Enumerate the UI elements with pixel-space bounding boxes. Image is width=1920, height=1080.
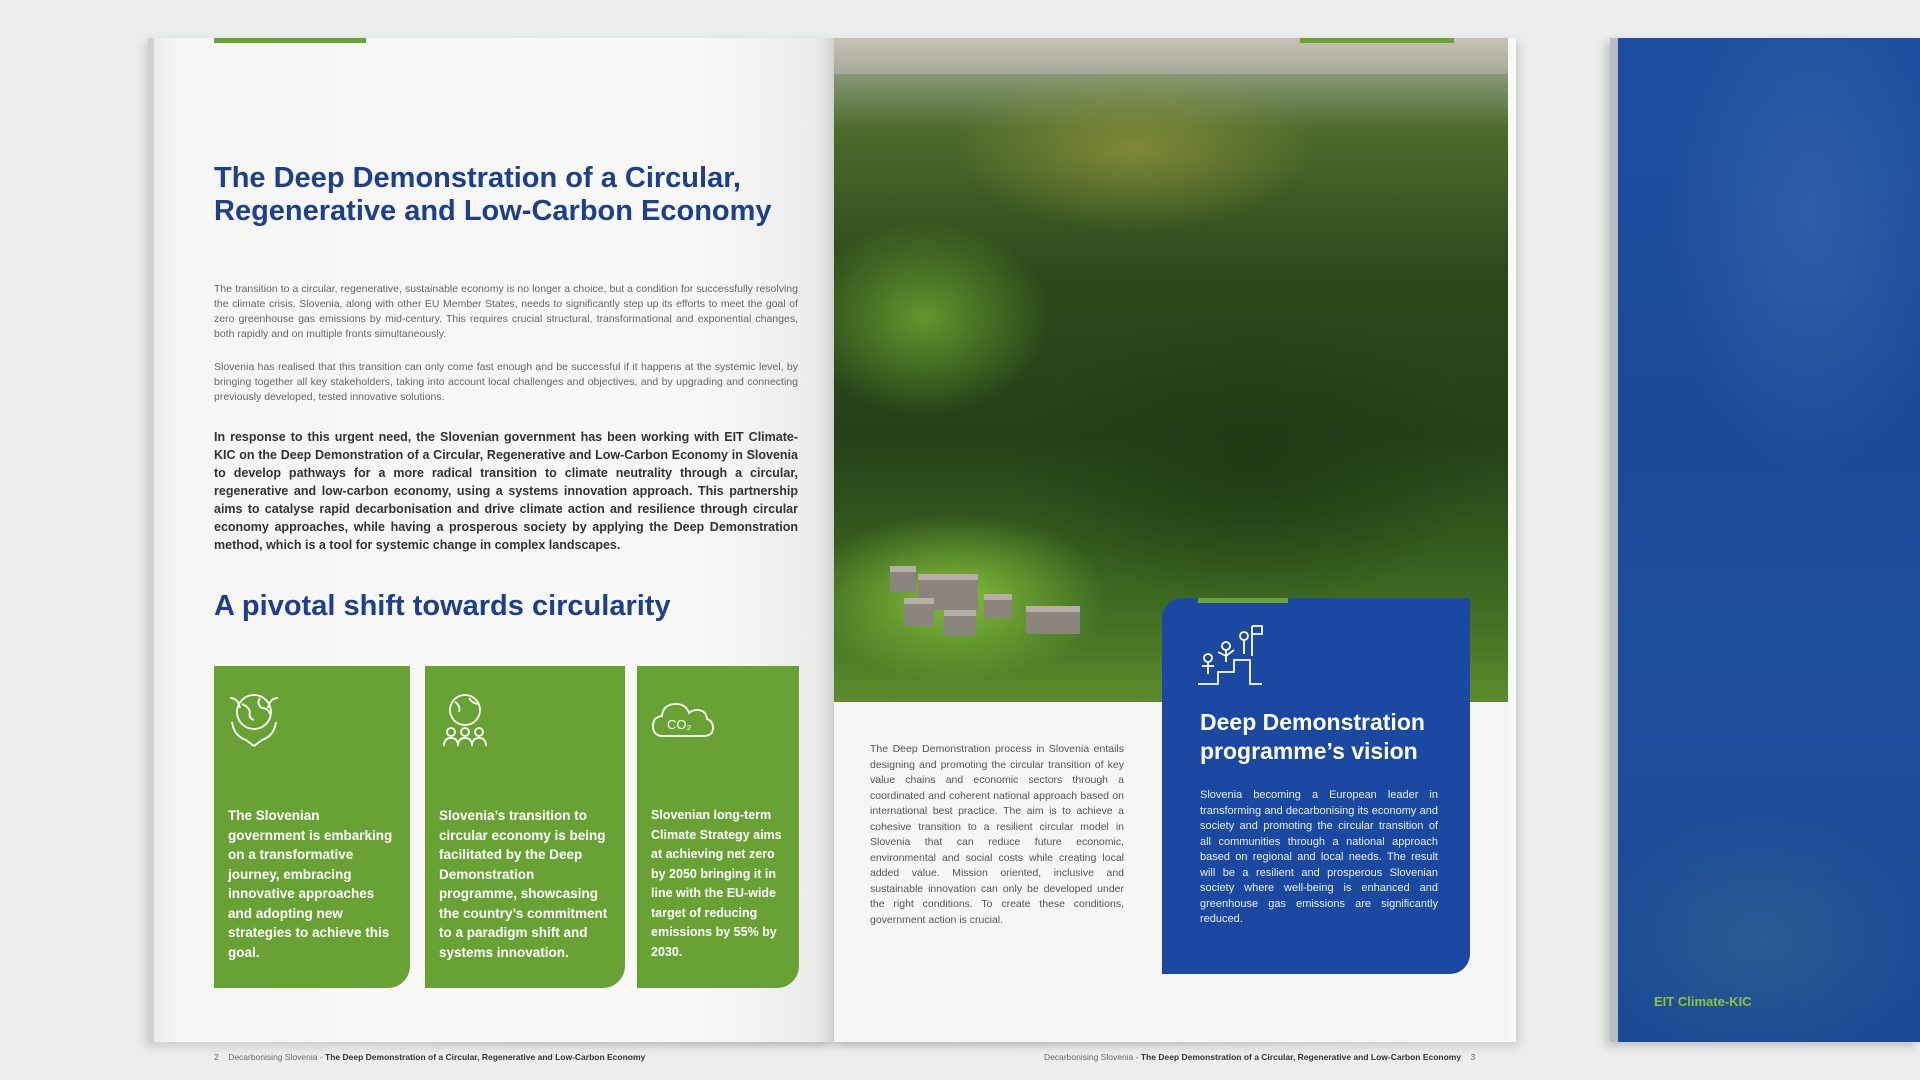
people-globe-icon (439, 690, 491, 750)
vision-title: Deep Demonstration programme’s vision (1200, 709, 1425, 764)
vision-text: Slovenia becoming a European leader in transforming and decarbonising its economy and society and promoting the circular transition of all communities through a national approach based on regional and local needs. The result will be a resilient and prosperous Slovenian society where well-being is enhanced and greenhouse gas emissions are significantly reduced. (1200, 789, 1438, 925)
intro-paragraph: The transition to a circular, regenerative, sustainable economy is no longer a choice, but a condition for successfully resolving the climate crisis. Slovenia, along with other EU Member States, needs to significantly step up its efforts to meet the goal of zero greenhouse gas emissions by mid-century. This requires crucial structural, transformational and exponential changes, both rapidly and on multiple fronts simultaneously. (214, 283, 798, 340)
info-card-1 (214, 666, 410, 988)
publication-name: Decarbonising Slovenia - (1044, 1052, 1141, 1062)
farmhouse (904, 598, 934, 626)
co2-label: CO₂ (667, 717, 692, 732)
back-cover-page (1610, 38, 1920, 1042)
chapter-name: The Deep Demonstration of a Circular, Regenerative and Low-Carbon Economy (325, 1052, 646, 1062)
second-paragraph: Slovenia has realised that this transition can only come fast enough and be successful if it happens at the systemic level, by bringing together all key stakeholders, taking into account local challenges and objectives, and by upgrading and connecting previously developed, tested innovative solutions. (214, 361, 798, 403)
farmhouse (944, 610, 976, 636)
hands-globe-icon (228, 690, 280, 750)
process-paragraph: The Deep Demonstration process in Slovenia entails designing and promoting the circular transition of key value chains and economic sectors through a coordinated and coherent national approach based on international best practice. The aim is to achieve a cohesive transition to a resilient circular model in Slovenia that can reduce future economic, environmental and social costs while creating local added value. Mission oriented, inclusive and sustainable innovation can only be developed under the right conditions. To create these conditions, government action is crucial. (870, 743, 1124, 926)
page-number: 3 (1470, 1052, 1476, 1062)
page-number: 2 (214, 1052, 219, 1062)
card-text: Slovenia’s transition to circular economy is being facilitated by the Deep Demonstration programme, showcasing the country’s commitment to a paradigm shift and systems innovation. (439, 808, 608, 960)
card-text: Slovenian long-term Climate Strategy aims at achieving net zero by 2050 bringing it in line with the EU-wide target of reducing emissions by 55% by 2030. (651, 808, 782, 959)
vision-accent-bar (1198, 598, 1288, 603)
farmhouse (984, 594, 1012, 618)
co2-cloud-icon (651, 696, 711, 740)
left-footer (214, 1052, 645, 1062)
right-page (834, 38, 1516, 1062)
left-page (148, 38, 834, 1062)
people-climbing-flag-icon (1196, 622, 1264, 686)
page-edge (148, 38, 154, 1042)
section-subtitle: A pivotal shift towards circularity (214, 590, 671, 622)
page-title: The Deep Demonstration of a Circular, Regenerative and Low-Carbon Economy (214, 162, 772, 227)
farmhouse (890, 566, 916, 592)
brand-name: EIT Climate-KIC (1654, 994, 1752, 1009)
sky (834, 38, 1508, 74)
bold-paragraph: In response to this urgent need, the Slovenian government has been working with EIT Climate-KIC on the Deep Demonstration of a Circular, Regenerative and Low-Carbon Economy in Slovenia to develop pathways for a more radical transition to climate neutrality through a circular, regenerative and low-carbon economy, using a systems innovation approach. This partnership aims to catalyse rapid decarbonisation and drive climate action and resilience through circular economy approaches, while having a prosperous society by applying the Deep Demonstration method, which is a tool for systemic change in complex landscapes. (214, 430, 798, 552)
publication-name: Decarbonising Slovenia - (228, 1052, 326, 1062)
right-footer (1044, 1052, 1475, 1062)
vision-box (1162, 598, 1470, 974)
top-accent-bar (214, 38, 366, 43)
card-text: The Slovenian government is embarking on a transformative journey, embracing innovative approaches and adopting new strategies to achieve this goal. (228, 808, 393, 960)
info-card-3 (637, 666, 799, 988)
info-card-2 (425, 666, 625, 988)
top-accent-bar (1300, 38, 1454, 43)
page-edge (1610, 38, 1618, 1042)
chapter-name: The Deep Demonstration of a Circular, Regenerative and Low-Carbon Economy (1140, 1052, 1462, 1062)
farmhouse (1026, 606, 1080, 634)
